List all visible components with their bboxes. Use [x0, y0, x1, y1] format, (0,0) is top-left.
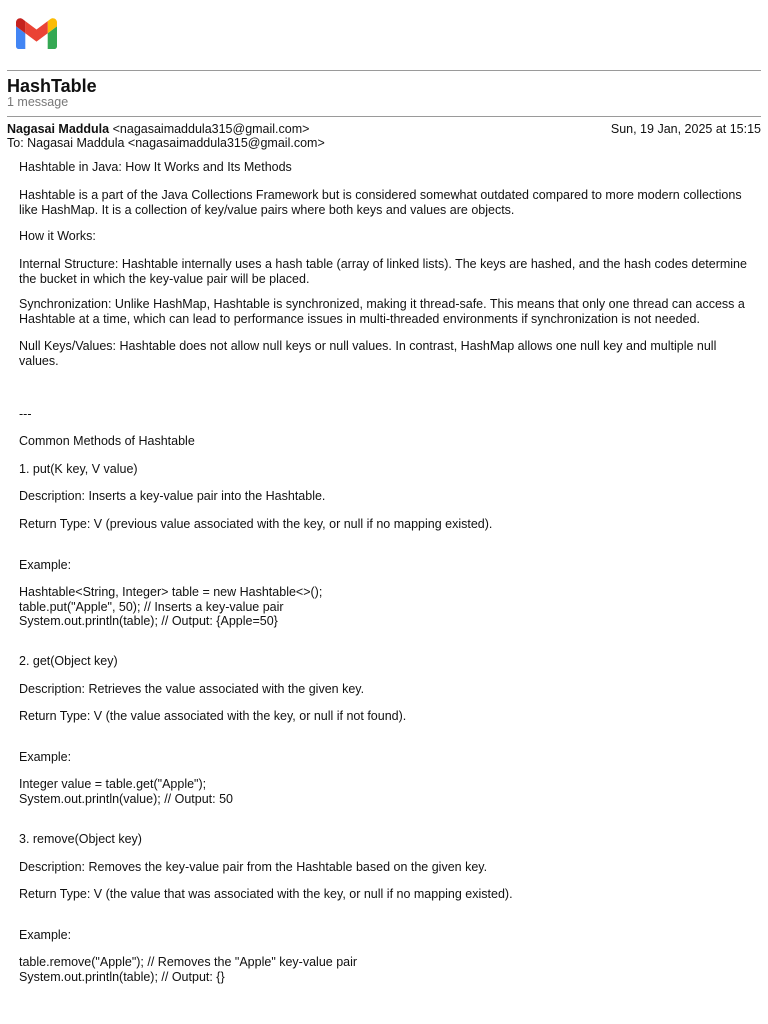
method-get-description: Description: Retrieves the value associated with the given key. [19, 682, 365, 696]
method-get-example-code: Integer value = table.get("Apple"); System.out.println(value); // Output: 50 [19, 777, 233, 806]
message-count: 1 message [7, 95, 69, 109]
method-put-heading: 1. put(K key, V value) [19, 462, 138, 476]
method-remove-example-label: Example: [19, 928, 72, 942]
sender-name: Nagasai Maddula [7, 122, 110, 136]
header-divider [7, 70, 761, 71]
method-get-example-label: Example: [19, 750, 72, 764]
body-paragraph-internal-structure: Internal Structure: Hashtable internally uses a hash table (array of linked lists). The keys are hashed, and the hash codes determine the bucket in which the key-value pair will be placed. [19, 257, 751, 286]
body-heading-how-it-works: How it Works: [19, 229, 96, 243]
method-put-description: Description: Inserts a key-value pair into the Hashtable. [19, 489, 326, 503]
sender-email: <nagasaimaddula315@gmail.com> [112, 122, 310, 136]
body-heading-common-methods: Common Methods of Hashtable [19, 434, 195, 448]
sender-line [7, 122, 309, 136]
method-put-example-label: Example: [19, 558, 72, 572]
body-paragraph-intro: Hashtable is a part of the Java Collections Framework but is considered somewhat outdated compared to more modern collections like HashMap. It is a collection of key/value pairs where both keys and values are objects. [19, 188, 746, 217]
method-get-return-type: Return Type: V (the value associated with the key, or null if not found). [19, 709, 407, 723]
method-put-return-type: Return Type: V (previous value associated with the key, or null if no mapping existed). [19, 517, 493, 531]
body-title: Hashtable in Java: How It Works and Its Methods [19, 160, 292, 174]
method-remove-return-type: Return Type: V (the value that was associated with the key, or null if no mapping existed). [19, 887, 513, 901]
method-get-heading: 2. get(Object key) [19, 654, 118, 668]
body-paragraph-synchronization: Synchronization: Unlike HashMap, Hashtable is synchronized, making it thread-safe. This means that only one thread can access a Hashtable at a time, which can lead to performance issues in multi-threaded environments if synchronization is not needed. [19, 297, 749, 326]
recipient-line: To: Nagasai Maddula <nagasaimaddula315@gmail.com> [7, 136, 325, 150]
subject-divider [7, 116, 761, 117]
gmail-logo-icon [16, 18, 57, 49]
method-remove-heading: 3. remove(Object key) [19, 832, 142, 846]
thread-subject: HashTable [7, 76, 97, 96]
method-remove-example-code: table.remove("Apple"); // Removes the "Apple" key-value pair System.out.println(table); // Output: {} [19, 955, 358, 984]
method-remove-description: Description: Removes the key-value pair from the Hashtable based on the given key. [19, 860, 488, 874]
message-date: Sun, 19 Jan, 2025 at 15:15 [610, 122, 761, 136]
method-put-example-code: Hashtable<String, Integer> table = new Hashtable<>(); table.put("Apple", 50); // Inserts a key-value pair System.out.println(table); // Output: {Apple=50} [19, 585, 323, 628]
body-paragraph-null-keys: Null Keys/Values: Hashtable does not allow null keys or null values. In contrast, HashMap allows one null key and multiple null values. [19, 339, 720, 368]
body-separator: --- [19, 407, 32, 421]
gmail-logo-red-part [25, 21, 47, 41]
